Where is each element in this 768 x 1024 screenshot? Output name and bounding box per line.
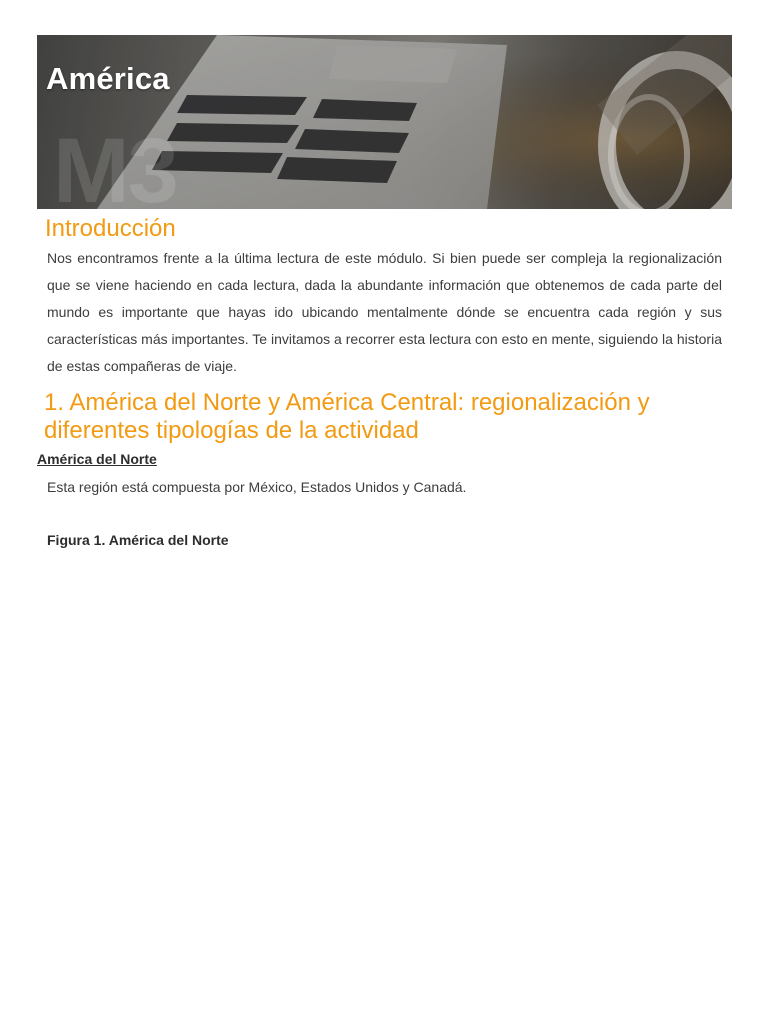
- section-1-heading: 1. América del Norte y América Central: regionalización y diferentes tipologías de la actividad: [44, 389, 650, 444]
- region-paragraph: Esta región está compuesta por México, Estados Unidos y Canadá.: [47, 479, 467, 495]
- module-label: M3: [53, 120, 177, 209]
- header-banner: [37, 35, 732, 209]
- figure-caption: Figura 1. América del Norte: [47, 532, 229, 548]
- intro-paragraph: Nos encontramos frente a la última lectura de este módulo. Si bien puede ser compleja la regionalización que se viene haciendo en cada lectura, dada la abundante información que obtenemos de cada parte del mundo es importante que hayas ido ubicando mentalmente dónde se encuentra cada región y sus características más importantes. Te invitamos a recorrer esta lectura con esto en mente, siguiendo la historia de estas compañeras de viaje.: [47, 250, 722, 374]
- intro-heading: Introducción: [45, 215, 176, 242]
- page-title: América: [46, 61, 170, 96]
- subheading-america-del-norte: América del Norte: [37, 451, 157, 467]
